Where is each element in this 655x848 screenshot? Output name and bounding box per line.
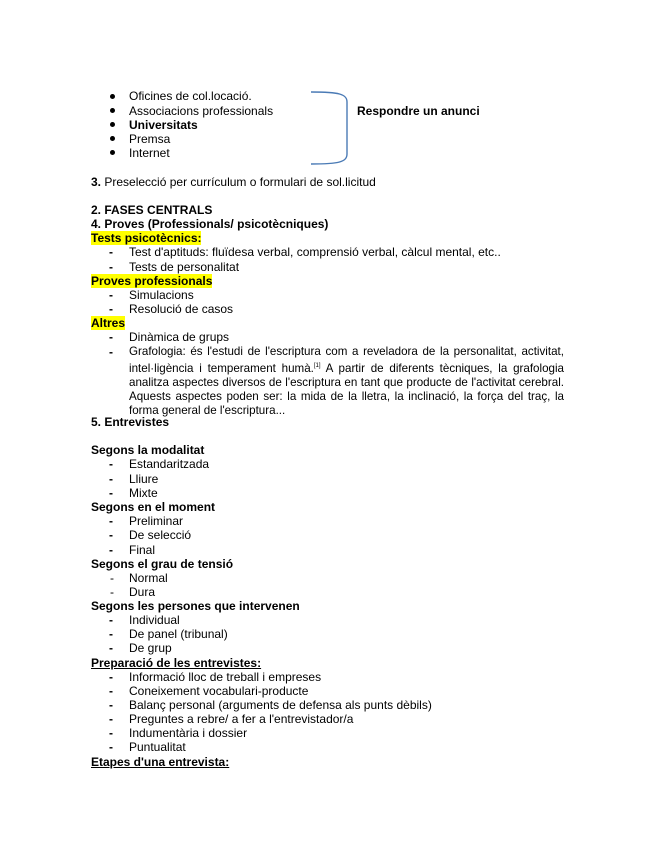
source-item-1: Oficines de col.locació. (129, 89, 252, 103)
moment-item-1: Preliminar (129, 514, 184, 528)
tensio-item-1: Normal (129, 571, 168, 585)
step-3-text: Preselecció per currículum o formulari de sol.licitud (104, 175, 376, 189)
persones-item-3: De grup (129, 641, 172, 655)
tests-item-2: Tests de personalitat (129, 260, 240, 274)
preparacio-item-4: Preguntes a rebre/ a fer a l'entrevistador/a (129, 712, 354, 726)
source-item-5: Internet (129, 146, 170, 160)
preparacio-item-1: Informació lloc de treball i empreses (129, 670, 322, 684)
modalitat-item-1: Estandaritzada (129, 457, 210, 471)
dash-bullet: - (109, 245, 113, 259)
dash-bullet: - (109, 670, 113, 684)
dash-bullet: - (109, 698, 113, 712)
brace-label: Respondre un anunci (357, 104, 480, 118)
etapes-heading: Etapes d'una entrevista: (91, 755, 230, 769)
bullet-dot (110, 108, 115, 113)
dash-bullet: - (109, 330, 113, 344)
tests-heading-text: Tests psicotècnics: (91, 231, 202, 245)
altres-heading-text: Altres (91, 316, 126, 330)
tests-heading (91, 231, 201, 245)
dash-bullet: - (109, 712, 113, 726)
preparacio-heading: Preparació de les entrevistes: (91, 656, 262, 670)
professional-item-2: Resolució de casos (129, 302, 234, 316)
dash-bullet: - (109, 345, 113, 359)
dash-bullet: - (109, 627, 113, 641)
moment-item-3: Final (129, 543, 156, 557)
dash-bullet: - (109, 472, 113, 486)
tensio-item-2: Dura (129, 585, 156, 599)
dash-bullet: - (109, 684, 113, 698)
dash-bullet: - (109, 302, 113, 316)
modalitat-item-2: Lliure (129, 472, 159, 486)
modalitat-heading: Segons la modalitat (91, 443, 205, 457)
dash-bullet: - (109, 260, 113, 274)
dash-bullet: - (109, 641, 113, 655)
moment-heading: Segons en el moment (91, 500, 216, 514)
altres-heading (91, 316, 125, 330)
dash-bullet: - (109, 528, 113, 542)
persones-item-1: Individual (129, 613, 180, 627)
source-item-2: Associacions professionals (129, 104, 274, 118)
tests-item-1: Test d'aptituds: fluïdesa verbal, comprensió verbal, càlcul mental, etc.. (129, 245, 501, 259)
dash-bullet: - (109, 613, 113, 627)
bullet-dot (110, 94, 115, 99)
grafologia-text-a: Grafologia: és l'estudi de l'escriptura com a reveladora de la personalitat, activitat, intel·ligència i temperament humà. (129, 345, 564, 375)
dash-bullet: - (109, 726, 113, 740)
footnote-ref[interactable]: [1] (313, 363, 321, 369)
dash-bullet: - (109, 740, 113, 754)
dash-bullet: - (110, 585, 114, 599)
persones-heading: Segons les persones que intervenen (91, 599, 300, 613)
step-5-title: 5. Entrevistes (91, 415, 170, 429)
dash-bullet: - (109, 288, 113, 302)
dash-bullet: - (109, 457, 113, 471)
right-brace-icon (309, 90, 353, 166)
persones-item-2: De panel (tribunal) (129, 627, 228, 641)
step-3 (91, 175, 376, 189)
modalitat-item-3: Mixte (129, 486, 158, 500)
preparacio-item-5: Indumentària i dossier (129, 726, 248, 740)
step-3-number: 3. (91, 175, 102, 189)
source-item-4: Premsa (129, 132, 171, 146)
moment-item-2: De selecció (129, 528, 192, 542)
step-4-title: 4. Proves (Professionals/ psicotècniques) (91, 217, 329, 231)
dash-bullet: - (109, 543, 113, 557)
tensio-heading: Segons el grau de tensió (91, 557, 234, 571)
source-item-3: Universitats (129, 118, 198, 132)
dash-bullet: - (110, 571, 114, 585)
bullet-dot (110, 122, 115, 127)
section-title: 2. FASES CENTRALS (91, 203, 213, 217)
altres-item-1: Dinàmica de grups (129, 330, 230, 344)
bullet-dot (110, 136, 115, 141)
professional-heading (91, 274, 212, 288)
preparacio-item-3: Balanç personal (arguments de defensa als punts dèbils) (129, 698, 432, 712)
professional-item-1: Simulacions (129, 288, 194, 302)
dash-bullet: - (109, 486, 113, 500)
dash-bullet: - (109, 514, 113, 528)
grafologia-text-b: A partir de diferents tècniques, la grafologia analitza aspectes diversos de l'escriptura en tant que producte de l'activitat cerebral. Aquests aspectes poden ser: la mida de la lletra, la inclinació, la força del traç, la forma general de l'escriptura... (129, 361, 564, 417)
preparacio-item-2: Coneixement vocabulari-producte (129, 684, 309, 698)
bullet-dot (110, 150, 115, 155)
preparacio-item-6: Puntualitat (129, 740, 186, 754)
professional-heading-text: Proves professionals (91, 274, 213, 288)
grafologia-paragraph (129, 345, 564, 418)
